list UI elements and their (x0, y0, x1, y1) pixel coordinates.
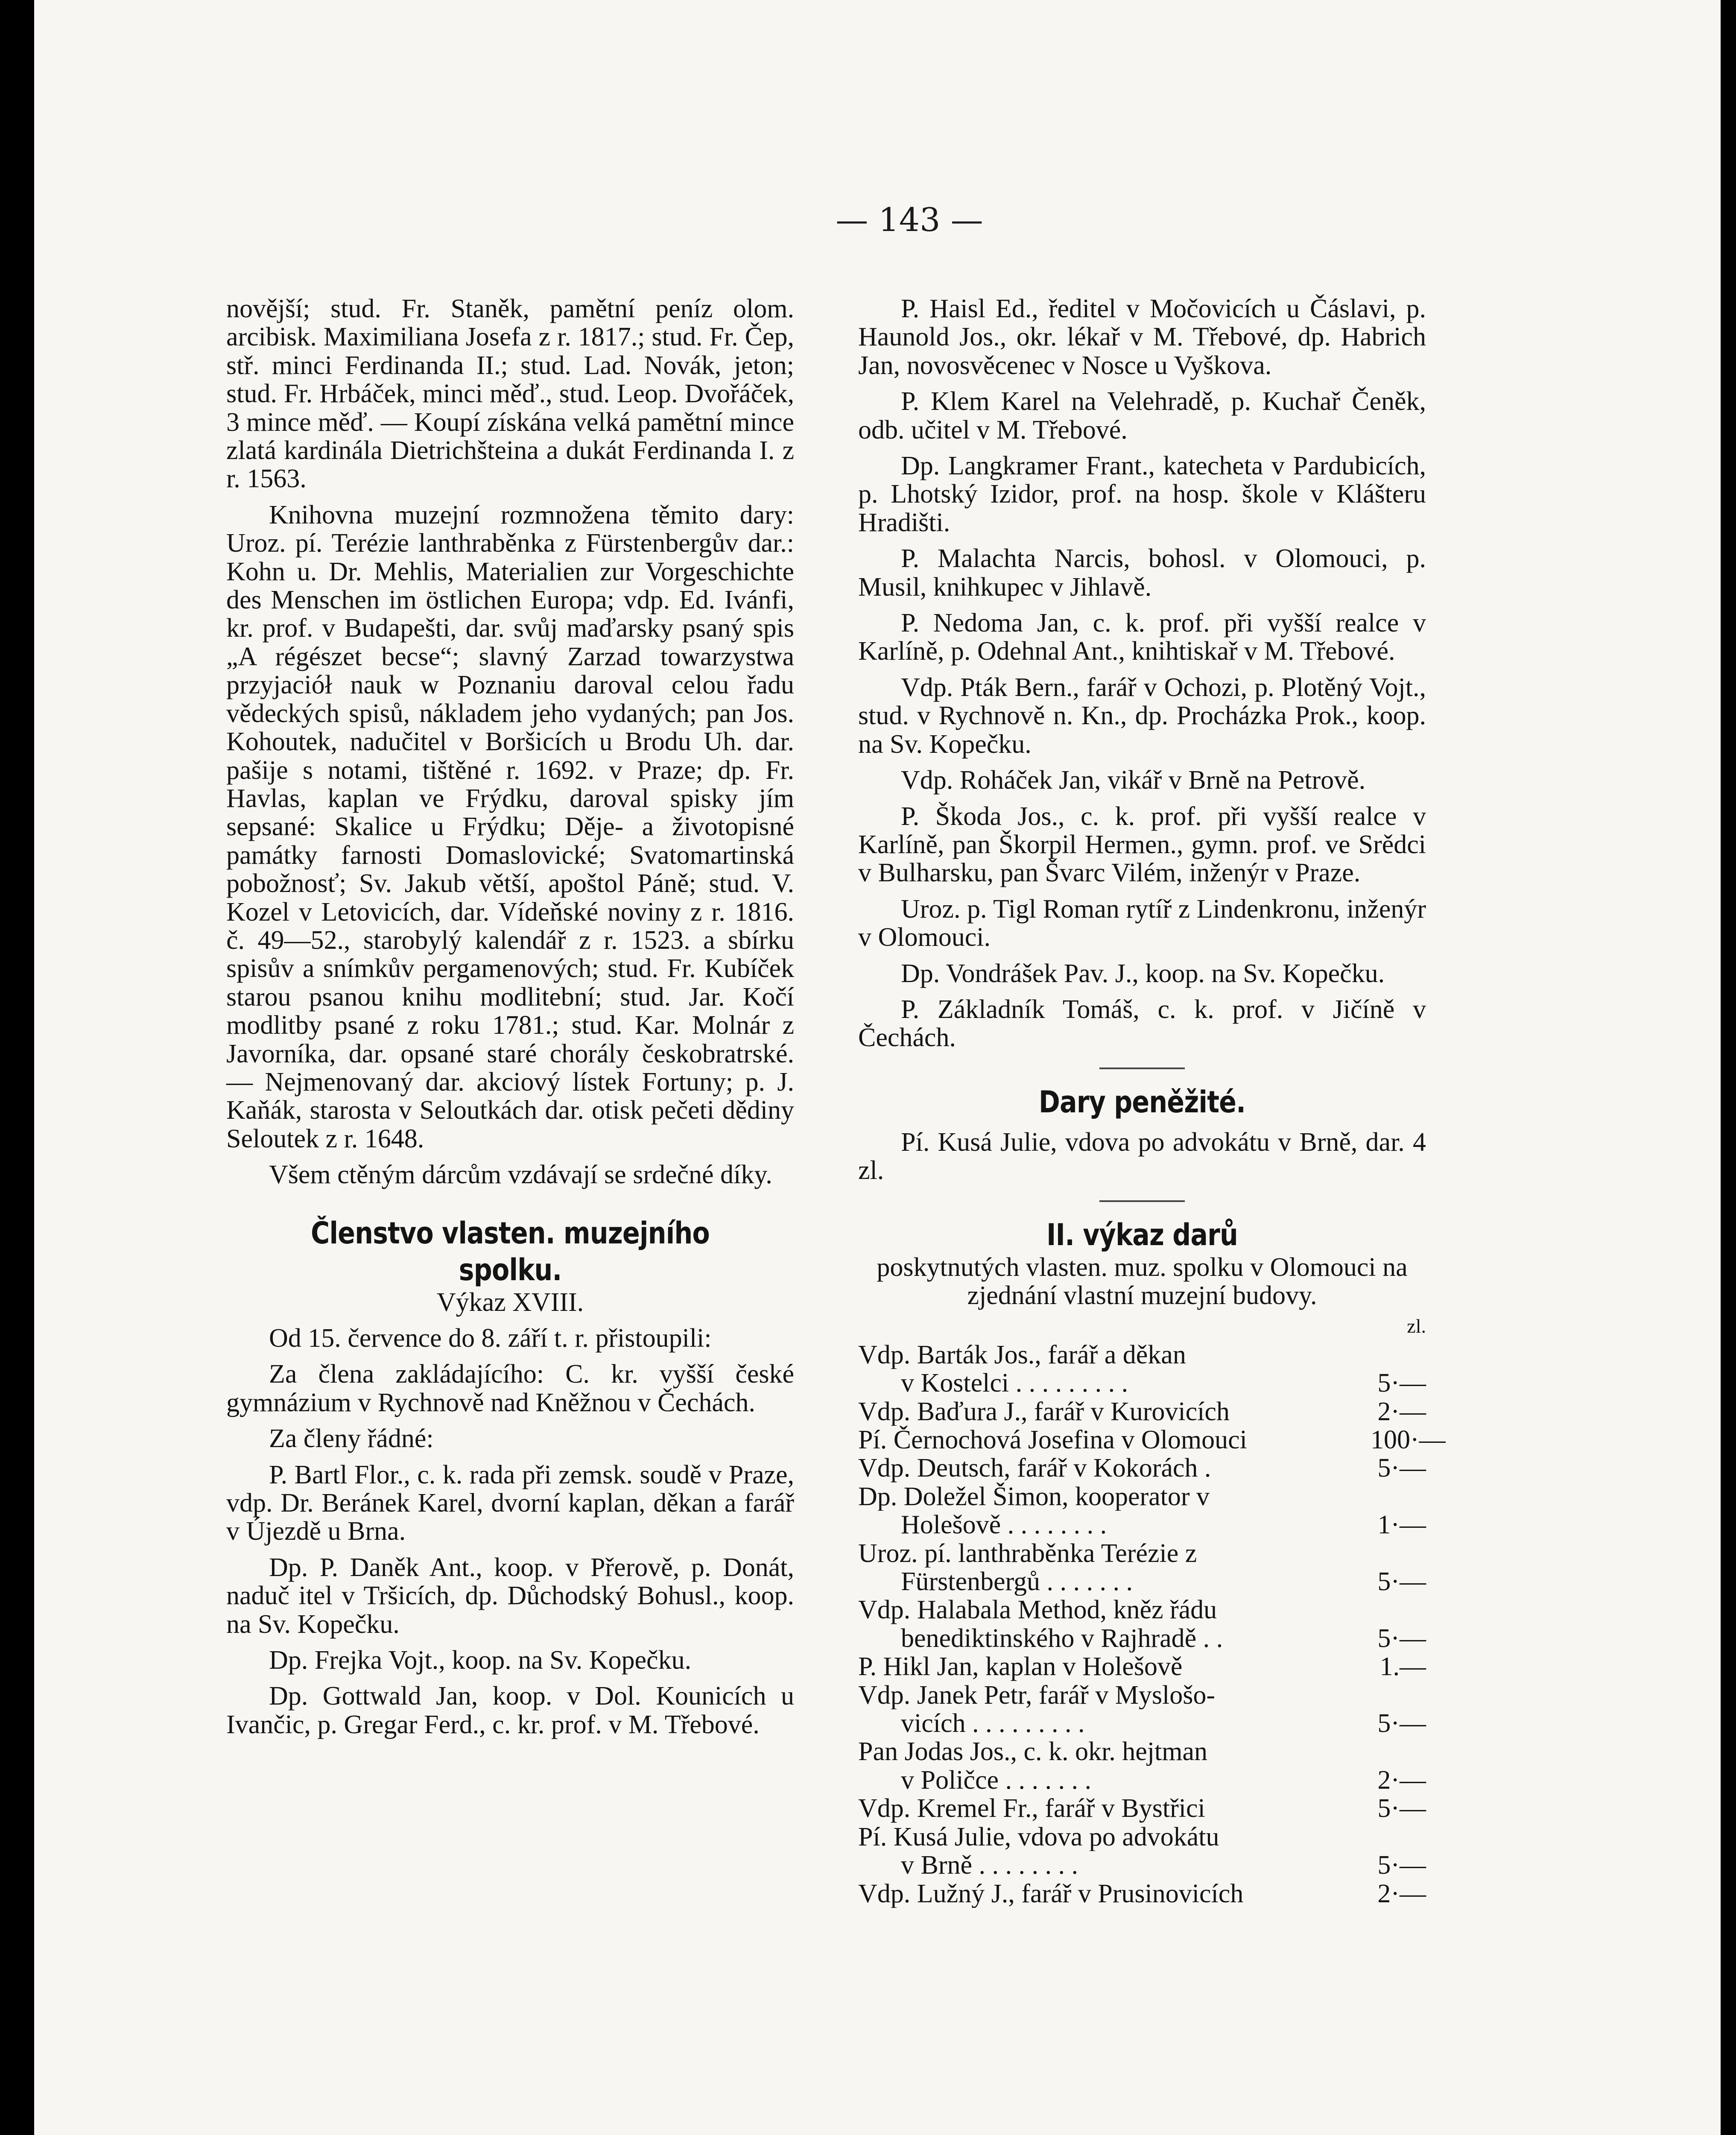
donation-row (858, 1709, 1426, 1737)
donation-row (858, 1766, 1426, 1794)
donor-name: Vdp. Lužný J., farář v Prusinovicích (858, 1879, 1244, 1908)
donation-row (858, 1596, 1426, 1624)
donation-row (858, 1425, 1446, 1454)
paragraph-member-entry: P. Malachta Narcis, bohosl. v Olomouci, p. Musil, knihkupec v Jihlavě. (858, 544, 1426, 602)
donor-name: Vdp. Deutsch, farář v Kokorách . (858, 1454, 1211, 1483)
section-divider (1099, 1068, 1185, 1069)
section-divider (1099, 1200, 1185, 1202)
donor-name: v Poličce . . . . . . . (901, 1766, 1091, 1795)
paragraph-member-entry: Dp. Frejka Vojt., koop. na Sv. Kopečku. (269, 1646, 692, 1675)
donation-row (858, 1483, 1426, 1511)
donor-name: Pí. Černochová Josefina v Olomouci (858, 1426, 1247, 1454)
donor-name: v Brně . . . . . . . . (901, 1851, 1078, 1880)
donation-amount: 2·— (1377, 1397, 1426, 1426)
donation-row (858, 1539, 1426, 1568)
donation-list (858, 1312, 1446, 1908)
donor-name: Vdp. Halabala Method, kněz řádu (858, 1596, 1217, 1624)
donation-amount: 100·— (1371, 1425, 1446, 1454)
section-heading-membership: Členstvo vlasten. muzejního spolku. (311, 1215, 710, 1287)
donation-row (858, 1511, 1426, 1539)
paragraph-library-donations: Knihovna muzejní rozmnožena těmito dary: Uroz. pí. Terézie lanthraběnka z Fürstenbergův dar.: Kohn u. Dr. Mehlis, Materialien zur Vorgeschichte des Menschen im östlichen Europa; vdp. Ed. Ivánfi, kr. prof. v Budapešti, dar. svůj maďarsky psaný spis „A régészet becse“; slavný Zarzad towarzystwa przyjaciół nauk w Poznaniu daroval celou řadu vědeckých spisů, nákladem jeho vydaných; pan Jos. Kohoutek, nadučitel v Boršicích u Brodu Uh. dar. pašije s notami, tištěné r. 1692. v Praze; dp. Fr. Havlas, kaplan ve Frýdku, daroval spisky jím sepsané: Skalice u Frýdku; Děje- a životopisné památky farnosti Domaslovické; Svatomartinská pobožnosť; Sv. Jakub větší, apoštol Páně; stud. V. Kozel v Letovicích, dar. Vídeňské noviny z r. 1816. č. 49—52., starobylý kalendář z r. 1523. a sbírku spisův a snímkův pergamenových; stud. Fr. Kubíček starou psanou knihu modlitební; stud. Jar. Kočí modlitby psané z roku 1781.; stud. Kar. Molnár z Javorníka, dar. opsané staré chorály českobratrské. — Nejmenovaný dar. akciový lístek Fortuny; p. J. Kaňák, starosta v Seloutkách dar. otisk pečeti dědiny Seloutek z r. 1648. (226, 500, 794, 1153)
donor-name: P. Hikl Jan, kaplan v Holešově (858, 1652, 1183, 1681)
donation-row (858, 1851, 1426, 1879)
paragraph-donation-intro: poskytnutých vlasten. muz. spolku v Olomouci na zjednání vlastní muzejní budovy. (877, 1252, 1408, 1310)
donation-row (858, 1681, 1426, 1709)
paragraph-member-entry: P. Nedoma Jan, c. k. prof. při vyšší realce v Karlíně, p. Odehnal Ant., knihtiskař v M. Třebové. (858, 608, 1426, 666)
donation-amount: 5·— (1377, 1369, 1426, 1398)
donation-currency-header (858, 1312, 1426, 1340)
donation-amount: 1·— (1377, 1510, 1426, 1540)
donor-name: Pí. Kusá Julie, vdova po advokátu (858, 1822, 1219, 1851)
section-subheading-report: Výkaz XVIII. (436, 1287, 584, 1317)
donation-amount: 2·— (1377, 1879, 1426, 1908)
donation-row (858, 1568, 1426, 1596)
donor-name: benediktinského v Rajhradě . . (901, 1624, 1223, 1653)
donation-row (858, 1341, 1426, 1369)
paragraph-member-entry: P. Bartl Flor., c. k. rada při zemsk. soudě v Praze, vdp. Dr. Beránek Karel, dvorní kaplan, děkan a farář v Újezdě u Brna. (226, 1460, 794, 1546)
paragraph-member-entry: Vdp. Roháček Jan, vikář v Brně na Petrově. (901, 766, 1366, 795)
donation-amount: 5·— (1377, 1851, 1426, 1880)
donation-row (858, 1624, 1426, 1652)
donation-amount: 2·— (1377, 1765, 1426, 1795)
donation-amount: 5·— (1377, 1623, 1426, 1653)
page-number: — 143 — (836, 201, 983, 239)
paragraph-member-entry: Dp. Langkramer Frant., katecheta v Pardubicích, p. Lhotský Izidor, prof. na hosp. škole v Klášteru Hradišti. (858, 451, 1426, 537)
document-page (34, 0, 1721, 2135)
donor-name: Vdp. Baďura J., farář v Kurovicích (858, 1397, 1230, 1426)
paragraph-joined: Od 15. července do 8. září t. r. přistoupili: (269, 1324, 712, 1353)
donor-name: Vdp. Barták Jos., farář a děkan (858, 1340, 1186, 1369)
paragraph-member-entry: Vdp. Pták Bern., farář v Ochozi, p. Plotěný Vojt., stud. v Rychnově n. Kn., dp. Procházka Prok., koop. na Sv. Kopečku. (858, 673, 1426, 759)
donation-amount: 5·— (1377, 1709, 1426, 1738)
paragraph-monetary-gift: Pí. Kusá Julie, vdova po advokátu v Brně, dar. 4 zl. (858, 1127, 1426, 1185)
donor-name: Pan Jodas Jos., c. k. okr. hejtman (858, 1737, 1207, 1766)
donor-name: Fürstenbergů . . . . . . . (901, 1568, 1133, 1596)
donation-row (858, 1794, 1426, 1822)
donation-row (858, 1880, 1426, 1908)
donation-row (858, 1823, 1426, 1851)
donor-name: Uroz. pí. lanthraběnka Terézie z (858, 1539, 1197, 1568)
section-heading-donation-report: II. výkaz darů (1046, 1217, 1238, 1252)
paragraph-thanks: Všem ctěným dárcům vzdávají se srdečné díky. (269, 1160, 772, 1190)
donor-name: Dp. Doležel Šimon, kooperator v (858, 1482, 1210, 1511)
donor-name: Holešově . . . . . . . . (901, 1511, 1107, 1539)
paragraph-member-entry: Dp. P. Daněk Ant., koop. v Přerově, p. Donát, naduč itel v Tršicích, dp. Důchodský Bohusl., koop. na Sv. Kopečku. (226, 1553, 794, 1639)
paragraph-member-entry: Dp. Gottwald Jan, koop. v Dol. Kounicích u Ivančic, p. Gregar Ferd., c. kr. prof. v M. Třebové. (226, 1682, 794, 1739)
donor-name: v Kostelci . . . . . . . . . (901, 1369, 1128, 1398)
donor-name: vicích . . . . . . . . . (901, 1709, 1085, 1738)
right-column (858, 294, 1446, 1908)
paragraph-founding-member: Za člena zakládajícího: C. kr. vyšší české gymnázium v Rychnově nad Kněžnou v Čechách. (226, 1360, 794, 1417)
donation-amount: 5·— (1377, 1567, 1426, 1597)
paragraph-member-entry: P. Škoda Jos., c. k. prof. při vyšší realce v Karlíně, pan Škorpil Hermen., gymn. prof. ve Srědci v Bulharsku, pan Švarc Vilém, inženýr v Praze. (858, 801, 1426, 888)
paragraph-member-entry: P. Základník Tomáš, c. k. prof. v Jičíně v Čechách. (858, 994, 1426, 1053)
donation-row (858, 1398, 1426, 1426)
donor-name: Vdp. Kremel Fr., farář v Bystřici (858, 1794, 1205, 1823)
section-heading-monetary-gifts: Dary peněžité. (1038, 1084, 1246, 1120)
paragraph-member-entry: P. Klem Karel na Velehradě, p. Kuchař Čeněk, odb. učitel v M. Třebové. (858, 387, 1426, 445)
donation-row (858, 1737, 1426, 1766)
paragraph-coins: novější; stud. Fr. Staněk, pamětní peníz olom. arcibisk. Maximiliana Josefa z r. 1817.; stud. Fr. Čep, stř. minci Ferdinanda II.; stud. Lad. Novák, jeton; stud. Fr. Hrbáček, minci měď., stud. Leop. Dvořáček, 3 mince měď. — Koupí získána velká pamětní mince zlatá kardinála Dietrichšteina a dukát Ferdinanda I. z r. 1563. (226, 294, 794, 494)
paragraph-member-entry: Uroz. p. Tigl Roman rytíř z Lindenkronu, inženýr v Olomouci. (858, 894, 1426, 952)
donation-amount: 1.— (1379, 1652, 1426, 1682)
donor-name: Vdp. Janek Petr, farář v Myslošo- (858, 1681, 1216, 1710)
paragraph-member-entry: Dp. Vondrášek Pav. J., koop. na Sv. Kopečku. (901, 959, 1385, 988)
donation-row (858, 1369, 1426, 1397)
donation-amount: 5·— (1377, 1454, 1426, 1483)
currency-label: zl. (1407, 1315, 1426, 1337)
paragraph-member-entry: P. Haisl Ed., ředitel v Močovicích u Čáslavi, p. Haunold Jos., okr. lékař v M. Třebové, dp. Habrich Jan, novosvěcenec v Nosce u Vyškova. (858, 294, 1426, 380)
donation-amount: 5·— (1377, 1794, 1426, 1823)
donation-row (858, 1454, 1426, 1482)
donation-row (858, 1652, 1426, 1681)
left-column (226, 295, 794, 1739)
paragraph-regular-members-label: Za členy řádné: (269, 1424, 434, 1454)
